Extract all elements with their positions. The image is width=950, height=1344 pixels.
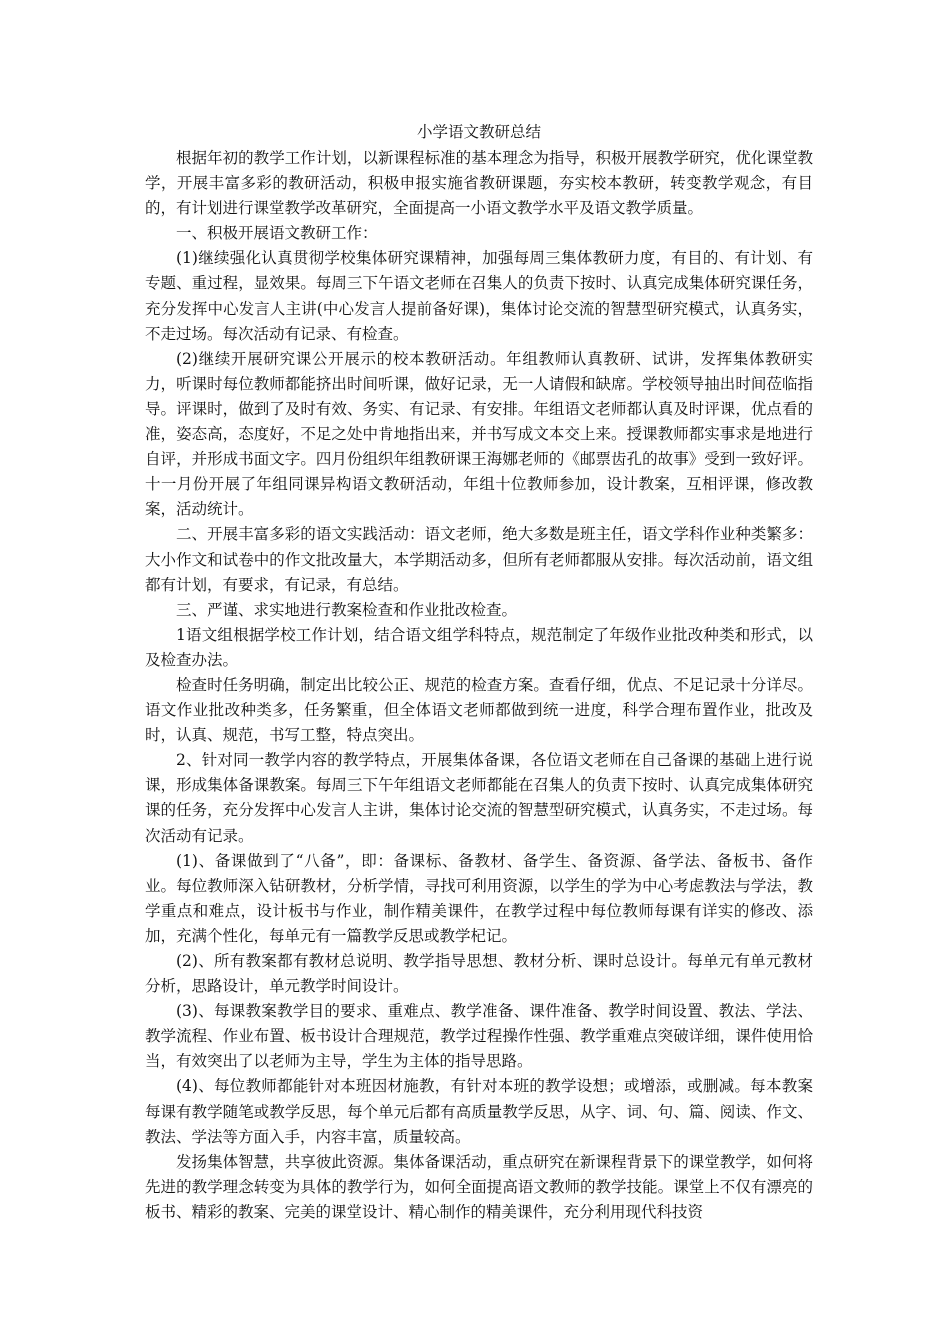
paragraph-intro: 根据年初的教学工作计划，以新课程标准的基本理念为指导，积极开展教学研究，优化课堂教学，开展丰富多彩的教研活动，积极申报实施省教研课题，夯实校本教研，转变教学观念，有目的，有计划进行课堂教学改革研究，全面提高一小语文教学水平及语文教学质量。: [145, 149, 813, 218]
paragraph-3-2-1: (1)、备课做到了“八备”，即：备课标、备教材、备学生、备资源、备学法、备板书、备作业。每位教师深入钻研教材，分析学情，寻找可利用资源，以学生的学为中心考虑教法与学法，教学重点和难点，设计板书与作业，制作精美课件，在教学过程中每位教师每课有详实的修改、添加，充满个性化，每单元有一篇教学反思或教学杞记。: [145, 851, 813, 945]
paragraph-1-1: (1)继续强化认真贯彻学校集体研究课精神，加强每周三集体教研力度，有目的、有计划、有专题、重过程，显效果。每周三下午语文老师在召集人的负责下按时、认真完成集体研究课任务，充分发挥中心发言人主讲(中心发言人提前备好课)，集体讨论交流的智慧型研究模式，认真务实，不走过场。每次活动有记录、有检查。: [145, 249, 813, 343]
document-page: [145, 120, 813, 1225]
paragraph-collective-wisdom: 发扬集体智慧，共享彼此资源。集体备课活动，重点研究在新课程背景下的课堂教学，如何将先进的教学理念转变为具体的教学行为，如何全面提高语文教师的教学技能。课堂上不仅有漂亮的板书、精彩的教案、完美的课堂设计、精心制作的精美课件，充分利用现代科技资: [145, 1152, 813, 1221]
paragraph-3-2-2: (2)、所有教案都有教材总说明、教学指导思想、教材分析、课时总设计。每单元有单元教材分析，思路设计，单元教学时间设计。: [145, 952, 813, 996]
paragraph-1-2: (2)继续开展研究课公开展示的校本教研活动。年组教师认真教研、试讲，发挥集体教研实力，听课时每位教师都能挤出时间听课，做好记录，无一人请假和缺席。学校领导抽出时间莅临指导。评课时，做到了及时有效、务实、有记录、有安排。年组语文老师都认真及时评课，优点看的准，姿态高，态度好，不足之处中肯地指出来，并书写成文本交上来。授课教师都实事求是地进行自评，并形成书面文字。四月份组织年组教研课王海娜老师的《邮票齿孔的故事》受到一致好评。十一月份开展了年组同课异构语文教研活动，年组十位教师参加，设计教案，互相评课，修改教案，活动统计。: [145, 349, 813, 519]
paragraph-3-2-4: (4)、每位教师都能针对本班因材施教，有针对本班的教学设想；或增添，或删减。每本教案每课有教学随笔或教学反思，每个单元后都有高质量教学反思，从字、词、句、篇、阅读、作文、教法、学法等方面入手，内容丰富，质量较高。: [145, 1077, 813, 1146]
paragraph-3-2: 2、针对同一教学内容的教学特点，开展集体备课，各位语文老师在自己备课的基础上进行说课，形成集体备课教案。每周三下午年组语文老师都能在召集人的负责下按时、认真完成集体研究课的任务，充分发挥中心发言人主讲，集体讨论交流的智慧型研究模式，认真务实，不走过场。每次活动有记录。: [145, 751, 813, 845]
paragraph-3-2-3: (3)、每课教案教学目的要求、重难点、教学准备、课件准备、教学时间设置、教法、学法、教学流程、作业布置、板书设计合理规范，教学过程操作性强、教学重难点突破详细，课件使用恰当，有效突出了以老师为主导，学生为主体的指导思路。: [145, 1002, 813, 1071]
paragraph-3-1: 1语文组根据学校工作计划，结合语文组学科特点，规范制定了年级作业批改种类和形式，以及检查办法。: [145, 625, 813, 669]
paragraph-3-1-detail: 检查时任务明确，制定出比较公正、规范的检查方案。查看仔细，优点、不足记录十分详尽。语文作业批改种类多，任务繁重，但全体语文老师都做到统一进度，科学合理布置作业，批改及时，认真、规范，书写工整，特点突出。: [145, 675, 813, 745]
section-heading-2: 二、开展丰富多彩的语文实践活动：语文老师，绝大多数是班主任，语文学科作业种类繁多：大小作文和试卷中的作文批改量大，本学期活动多，但所有老师都服从安排。每次活动前，语文组都有计划，有要求，有记录，有总结。: [145, 525, 813, 594]
section-heading-3: 三、严谨、求实地进行教案检查和作业批改检查。: [176, 600, 518, 619]
document-title: 小学语文教研总结: [416, 123, 541, 141]
section-heading-1: 一、积极开展语文教研工作：: [176, 224, 378, 243]
